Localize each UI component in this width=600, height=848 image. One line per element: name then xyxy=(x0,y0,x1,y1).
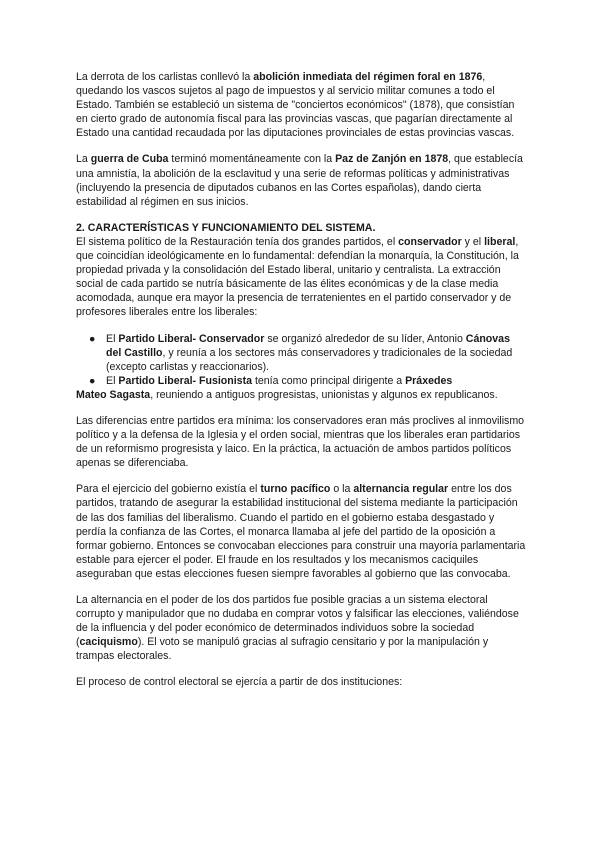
paragraph-electoral-system: La alternancia en el poder de los dos partidos fue posible gracias a un sistema electoral corrupto y manipulador que no dudaba en comprar votos y falsificar las elecciones, valiéndose de la influencia y del poder económico de determinados individuos sobre la sociedad (caciquismo). El voto se manipuló gracias al sufragio censitario y por la manipulación y trampas electorales. xyxy=(76,594,519,663)
bold-term: turno pacífico xyxy=(260,483,331,496)
list-item-liberal-continuation: Mateo Sagasta, reuniendo a antiguos progresistas, unionistas y algunos ex republicanos. xyxy=(76,388,498,401)
paragraph-political-system: El sistema político de la Restauración tenía dos grandes partidos, el conservador y el liberal, que coincidían ideológicamente en lo fundamental: defendían la monarquía, la Constitución, la propiedad privada y la consolidación del Estado liberal, unitario y centralista. La extracción social de cada partido se nutría básicamente de las élites económicas y de la clase media acomodada, aunque era mayor la presencia de terratenientes en el partido conservador y de profesores liberales entre los liberales: xyxy=(76,235,519,319)
document-page xyxy=(76,70,526,690)
bold-term: Paz de Zanjón en 1878 xyxy=(335,153,449,166)
bold-term: conservador xyxy=(398,235,462,248)
list-item-conservative: ● El Partido Liberal- Conservador se organizó alrededor de su líder, Antonio Cánovas del Castillo, y reunía a los sectores más conservadores y tradicionales de la sociedad (excepto carlistas y reaccionarios). xyxy=(89,332,513,373)
paragraph-cuba-war: La guerra de Cuba terminó momentáneamente con la Paz de Zanjón en 1878, que establecía una amnistía, la abolición de la esclavitud y una serie de reformas políticas y administrativas (incluyendo la presencia de diputados cubanos en las Cortes españolas), dando cierta estabilidad al régimen en sus inicios. xyxy=(76,153,523,208)
parties-list xyxy=(76,332,526,388)
bold-term: guerra de Cuba xyxy=(90,153,169,166)
bold-term: abolición inmediata del régimen foral en 1876 xyxy=(253,71,483,83)
paragraph-party-differences: Las diferencias entre partidos era mínima: los conservadores eran más proclives al inmovilismo político y a la defensa de la Iglesia y el orden social, mientras que los liberales eran partidarios de un reformismo progresista y laico. En la práctica, la actuación de ambos partidos políticos apenas se diferenciaba. xyxy=(76,414,525,470)
bold-term: caciquismo xyxy=(79,636,138,649)
paragraph-foral-regime: La derrota de los carlistas conllevó la abolición inmediata del régimen foral en 1876, quedando los vascos sujetos al pago de impuestos y al servicio militar comunes a todo el Estado. También se estableció un sistema de "conciertos económicos" (1878), que consistían en cierto grado de autonomía fiscal para las provincias vascas, que pagarían directamente al Estado una cantidad recaudada por las diputaciones provinciales de estas provincias vascas. xyxy=(76,71,515,140)
bold-term: liberal xyxy=(484,235,516,248)
bold-term: alternancia regular xyxy=(353,483,449,496)
bullet-icon: ● xyxy=(89,374,96,387)
list-item-liberal: ● El Partido Liberal- Fusionista tenía como principal dirigente a Práxedes xyxy=(89,374,453,387)
bullet-icon: ● xyxy=(89,332,96,345)
paragraph-electoral-control: El proceso de control electoral se ejercía a partir de dos instituciones: xyxy=(76,676,403,689)
section-heading: 2. CARACTERÍSTICAS Y FUNCIONAMIENTO DEL SISTEMA. xyxy=(76,221,376,234)
paragraph-peaceful-turn: Para el ejercicio del gobierno existía el turno pacífico o la alternancia regular entre los dos partidos, tratando de asegurar la estabilidad institucional del sistema mediante la participación de las dos familias del liberalismo. Cuando el partido en el gobierno estaba desgastado y perdía la confianza de las Cortes, el monarca llamaba al jefe del partido de la oposición a formar gobierno. Entonces se convocaban elecciones para construir una mayoría parlamentaria estable para ejercer el poder. El fraude en los resultados y los mecanismos caciquiles aseguraban que estas elecciones fuesen siempre favorables al gobierno que las convocaba. xyxy=(76,483,526,580)
